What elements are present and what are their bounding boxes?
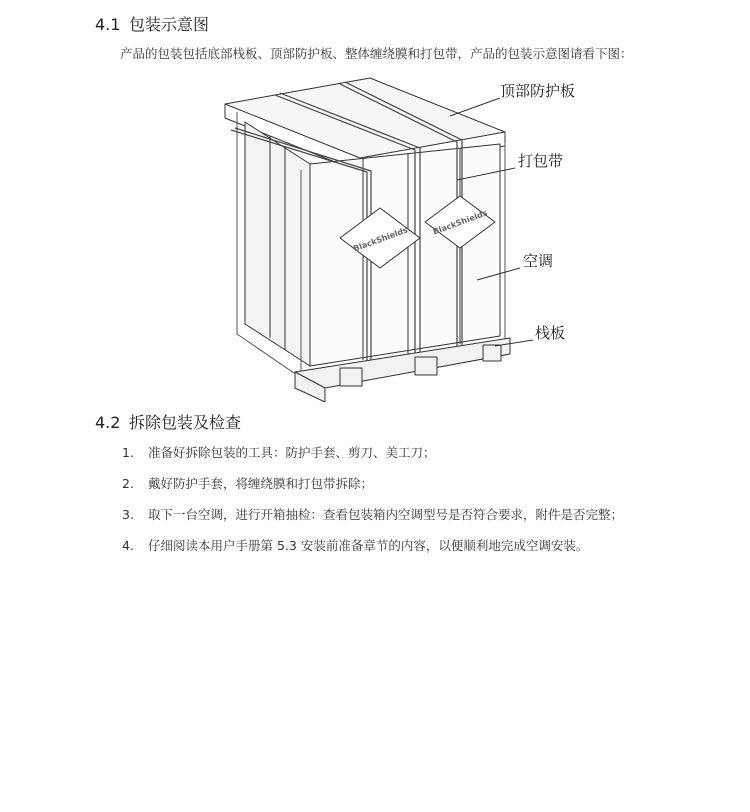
intro-paragraph: 产品的包装包括底部栈板、顶部防护板、整体缠绕膜和打包带，产品的包装示意图请看下图： xyxy=(120,46,633,61)
callout-strap: 打包带 xyxy=(518,152,564,170)
item-text: 取下一台空调，进行开箱抽检：查看包装箱内空调型号是否符合要求，附件是否完整； xyxy=(148,507,624,522)
section-number: 4.2 xyxy=(95,413,121,432)
callout-ac: 空调 xyxy=(523,252,554,270)
list-item xyxy=(122,443,623,474)
item-number: 2. xyxy=(122,476,134,491)
list-item xyxy=(122,536,623,567)
packaging-illustration xyxy=(215,72,595,402)
item-number: 3. xyxy=(122,507,134,522)
list-item xyxy=(122,474,623,505)
item-number: 1. xyxy=(122,445,134,460)
section-title: 拆除包装及检查 xyxy=(129,413,242,432)
callout-pallet: 栈板 xyxy=(535,324,566,342)
section-heading-4-1 xyxy=(95,12,209,35)
section-heading-4-2 xyxy=(95,410,241,433)
item-number: 4. xyxy=(122,538,134,553)
brand-text-left: BlackShields xyxy=(352,225,409,254)
brand-text-right: BlackShields xyxy=(431,208,489,237)
section-number: 4.1 xyxy=(95,15,121,34)
item-text: 准备好拆除包装的工具：防护手套、剪刀、美工刀； xyxy=(148,445,436,460)
item-text: 戴好防护手套，将缠绕膜和打包带拆除； xyxy=(148,476,374,491)
callout-top-board: 顶部防护板 xyxy=(500,82,576,100)
packaging-diagram xyxy=(215,72,595,402)
section-title: 包装示意图 xyxy=(129,15,210,34)
item-text: 仔细阅读本用户手册第 5.3 安装前准备章节的内容，以便顺利地完成空调安装。 xyxy=(148,538,589,553)
list-item xyxy=(122,505,623,536)
unpacking-steps-list xyxy=(122,443,623,567)
